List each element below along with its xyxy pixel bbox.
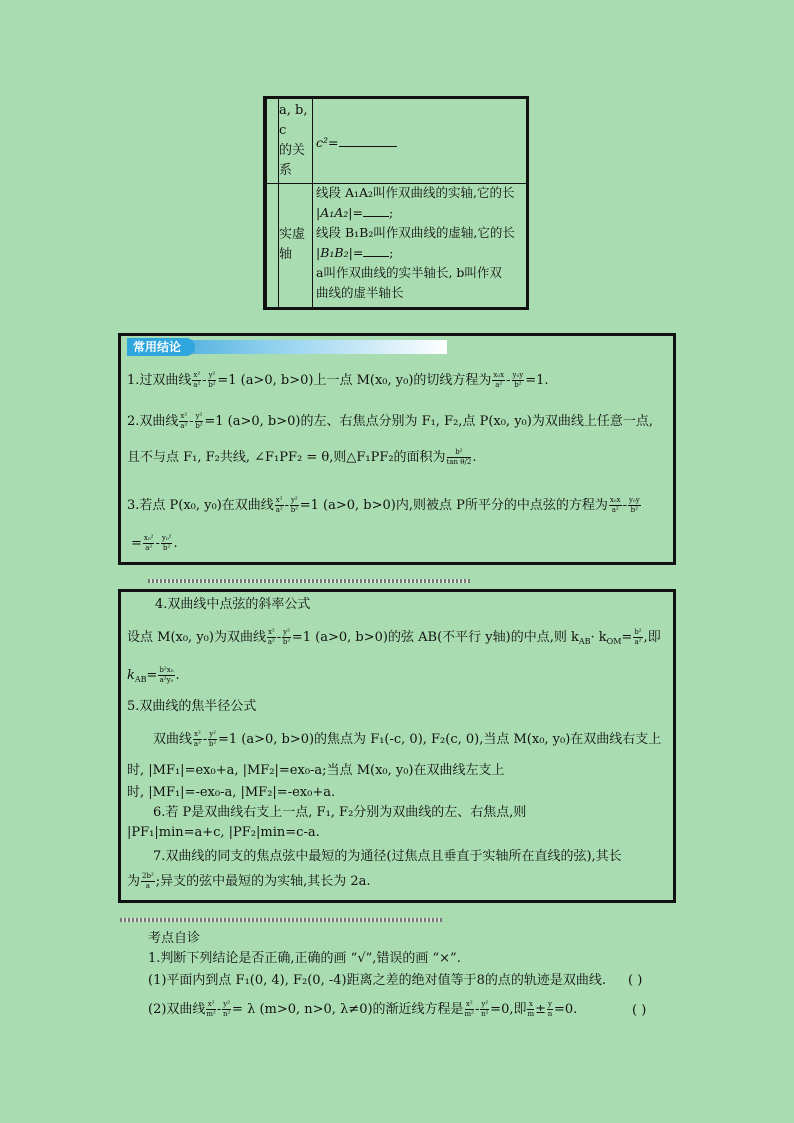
question-1-2: (2)双曲线 $\frac{\text{x²}}{\text{m²}}$ - $\frac{\text{y²}}{\text{n²}}$ = λ (m>0, n>0, λ≠0)的渐近线方程是 $\frac{\text{x²}}{\text{m²}}$ - $\frac{\text{y²}}{\text{n²}}$ =0,即 $\frac{x}{m}$ ± $\frac{y}{n}$ =0. [148,1000,578,1018]
formula-4-result: $k_{AB}=$ $\frac{\text{b²x₀}}{\text{a²y₀}}$ . [127,666,180,684]
formula-5-right: 时, |MF₁|=ex₀+a, |MF₂|=ex₀-a;当点 M(x₀, y₀)在双曲线左支上 [127,763,505,778]
row-label-relation: a, b, c 的关 系 [279,103,308,178]
answer-blank[interactable] [339,134,397,147]
question-1-1: (1)平面内到点 F₁(0, 4), F₂(0, -4)距离之差的绝对值等于8的点的轨迹是双曲线. [148,973,606,988]
formulas-box [118,589,676,903]
conclusion-3: 3.若点 P(x₀, y₀)在双曲线 $\frac{\text{x²}}{\text{a²}}$ - $\frac{\text{y²}}{\text{b²}}$ =1 (a>0, b>0)内,则被点 P所平分的中点弦的方程为 $\frac{\text{x₀x}}{\text{a²}}$ - $\frac{\text{y₀y}}{\text{b²}}$ [127,496,640,514]
conclusion-2-cont: 且不与点 F₁, F₂共线, ∠F₁PF₂ = θ,则△F₁PF₂的面积为 $\frac{\text{b²}}{\text{tan θ/2}}$ . [127,448,477,466]
conclusion-2: 2.双曲线 $\frac{\text{x²}}{\text{a²}}$ - $\frac{\text{y²}}{\text{b²}}$ =1 (a>0, b>0)的左、右焦点分别为 F₁, F₂,点 P(x₀, y₀)为双曲线上任意一点, [127,412,653,430]
formula-5-body: 双曲线 $\frac{\text{x²}}{\text{a²}}$ - $\frac{\text{y²}}{\text{b²}}$ =1 (a>0, b>0)的焦点为 F₁(-c, 0), F₂(c, 0),当点 M(x₀, y₀)在双曲线右支上 [153,730,662,748]
table-row-axes [267,183,526,307]
formula-5-left: 时, |MF₁|=-ex₀-a, |MF₂|=-ex₀+a. [127,785,336,800]
answer-paren-1[interactable]: ( ) [628,973,643,988]
conclusion-3-cont: = $\frac{\text{x₀²}}{\text{a²}}$ - $\frac{\text{y₀²}}{\text{b²}}$ . [131,534,178,552]
dotted-divider [120,918,442,922]
formula-6: 6.若 P是双曲线右支上一点, F₁, F₂分别为双曲线的左、右焦点,则 [153,805,527,820]
axes-description: 线段 A₁A₂叫作双曲线的实轴,它的长 |A₁A₂|= ; 线段 B₁B₂叫作双曲线的虚轴,它的长 |B₁B₂|= ; a叫作双曲线的实半轴长, b叫作双 曲线的虚半轴长 [316,185,515,300]
section-title: 考点自诊 [148,931,201,946]
common-conclusions-box [118,333,676,565]
question-1: 1.判断下列结论是否正确,正确的画 “√”,错误的画 “×”. [148,951,461,966]
formula-4-title: 4.双曲线中点弦的斜率公式 [155,597,311,612]
formula-6-result: |PF₁|min=a+c, |PF₂|min=c-a. [127,825,320,840]
dotted-divider [148,579,470,583]
row-label-axes: 实虚 轴 [279,227,306,262]
conclusion-1: 1.过双曲线 $\frac{\text{x²}}{\text{a²}}$ - $\frac{\text{y²}}{\text{b²}}$ =1 (a>0, b>0)上一点 M(x₀, y₀)的切线方程为 $\frac{\text{x₀x}}{\text{a²}}$ - $\frac{\text{y₀y}}{\text{b²}}$ =1. [127,371,549,389]
tab-common-conclusions: 常用结论 [127,338,195,356]
formula-5-title: 5.双曲线的焦半径公式 [127,699,257,714]
relation-formula: c²= [316,133,522,153]
properties-table [263,96,529,310]
formula-7: 7.双曲线的同支的焦点弦中最短的为通径(过焦点且垂直于实轴所在直线的弦),其长 [153,849,622,864]
table-row-relation [267,99,526,184]
answer-blank[interactable] [363,204,389,217]
answer-paren-2[interactable]: ( ) [632,1003,647,1018]
formula-7-cont: 为 $\frac{\text{2b²}}{a}$ ;异支的弦中最短的为实轴,其长为 2a. [127,872,371,890]
formula-4-body: 设点 M(x₀, y₀)为双曲线 $\frac{\text{x²}}{\text{a²}}$ - $\frac{\text{y²}}{\text{b²}}$ =1 (a>0, b>0)的弦 AB(不平行 y轴)的中点,则 $k_{AB}\cdot k_{OM}=$ $\frac{\text{b²}}{\text{a²}}$ ,即 [127,628,661,646]
answer-blank[interactable] [363,244,389,257]
